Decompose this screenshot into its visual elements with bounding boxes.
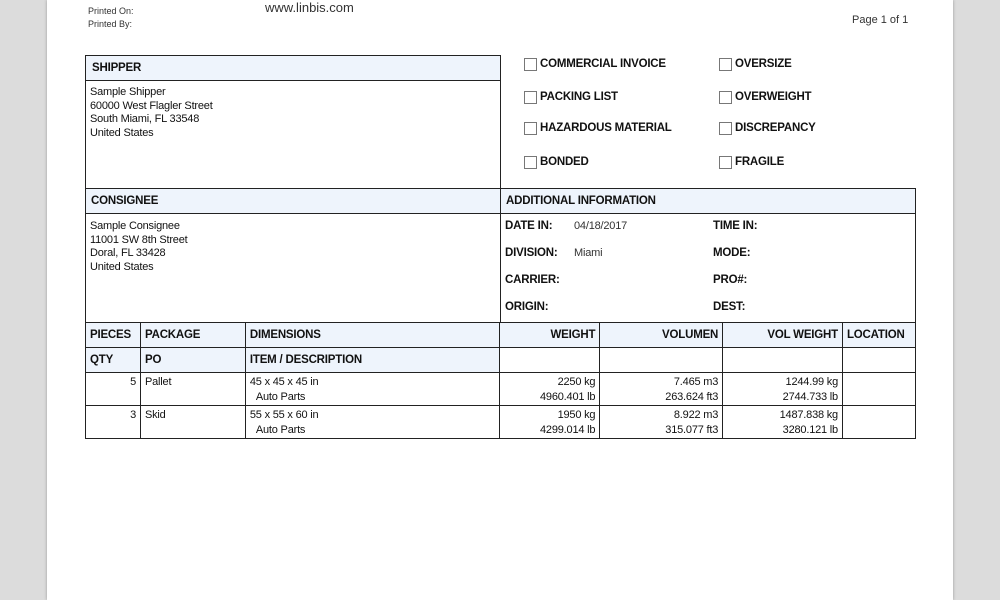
vol-m3: 8.922 m3	[673, 409, 719, 421]
consignee-line: 11001 SW 8th Street	[90, 233, 188, 246]
website: www.linbis.com	[265, 0, 354, 15]
checkbox-hazardous-material[interactable]	[524, 122, 537, 135]
shipper-line: South Miami, FL 33548	[90, 113, 200, 125]
checkbox-bonded[interactable]	[524, 156, 537, 169]
checkbox-label: COMMERCIAL INVOICE	[540, 58, 666, 70]
volw-kg: 1487.838 kg	[779, 409, 838, 421]
weight-cell	[500, 406, 600, 439]
empty-cell	[723, 348, 843, 373]
package-cell: Pallet	[140, 373, 245, 406]
date-in-value: 04/18/2017	[574, 220, 628, 232]
dimensions-cell	[245, 373, 500, 406]
shipper-line: 60000 West Flagler Street	[90, 99, 213, 112]
consignee-line: United States	[90, 260, 154, 273]
checkbox-label: DISCREPANCY	[735, 122, 816, 134]
vol-ft3: 263.624 ft3	[665, 391, 719, 403]
col-vol-weight: VOL WEIGHT	[723, 323, 843, 348]
weight-lb: 4299.014 lb	[540, 424, 596, 436]
weight-cell	[500, 373, 600, 406]
checkbox-label: PACKING LIST	[540, 91, 618, 103]
checkbox-label: OVERSIZE	[735, 58, 792, 70]
consignee-address	[90, 220, 188, 274]
shipper-address	[90, 86, 213, 140]
shipper-line: Sample Shipper	[90, 86, 166, 98]
checkbox-packing-list[interactable]	[524, 91, 537, 104]
volw-lb: 2744.733 lb	[782, 391, 838, 403]
table-row	[86, 406, 916, 439]
col-package: PACKAGE	[140, 323, 245, 348]
pro-label: PRO#:	[713, 274, 748, 286]
checkbox-overweight[interactable]	[719, 91, 732, 104]
volw-lb: 3280.121 lb	[782, 424, 838, 436]
qty-cell: 5	[86, 373, 141, 406]
col-item-description: ITEM / DESCRIPTION	[245, 348, 500, 373]
weight-kg: 1950 kg	[557, 409, 596, 421]
vol-weight-cell	[723, 406, 843, 439]
package-cell: Skid	[140, 406, 245, 439]
shipper-header	[85, 55, 501, 81]
volumen-cell	[600, 406, 723, 439]
consignee-header	[85, 188, 501, 214]
weight-lb: 4960.401 lb	[540, 391, 596, 403]
checkbox-commercial-invoice[interactable]	[524, 58, 537, 71]
volw-kg: 1244.99 kg	[785, 376, 838, 388]
dims: 45 x 45 x 45 in	[249, 376, 319, 388]
volumen-cell	[600, 373, 723, 406]
dimensions-cell	[245, 406, 500, 439]
origin-label: ORIGIN:	[505, 301, 549, 313]
empty-cell	[842, 348, 915, 373]
vol-m3: 7.465 m3	[673, 376, 719, 388]
page-info: Page 1 of 1	[852, 14, 909, 26]
mode-label: MODE:	[713, 247, 751, 259]
weight-kg: 2250 kg	[557, 376, 596, 388]
col-pieces: PIECES	[86, 323, 141, 348]
consignee-line: Sample Consignee	[90, 220, 180, 232]
checkbox-discrepancy[interactable]	[719, 122, 732, 135]
checkbox-label: BONDED	[540, 156, 589, 168]
vol-weight-cell	[723, 373, 843, 406]
col-dimensions: DIMENSIONS	[245, 323, 500, 348]
checkbox-label: HAZARDOUS MATERIAL	[540, 122, 672, 134]
division-label: DIVISION:	[505, 247, 558, 259]
table-subheader-row	[86, 348, 916, 373]
col-location: LOCATION	[842, 323, 915, 348]
description: Auto Parts	[255, 391, 306, 403]
checkbox-label: OVERWEIGHT	[735, 91, 812, 103]
dims: 55 x 55 x 60 in	[249, 409, 319, 421]
consignee-title: CONSIGNEE	[91, 195, 159, 207]
additional-info-title: ADDITIONAL INFORMATION	[506, 195, 656, 207]
division-value: Miami	[574, 247, 603, 259]
time-in-label: TIME IN:	[713, 220, 758, 232]
carrier-label: CARRIER:	[505, 274, 560, 286]
table-row	[86, 373, 916, 406]
consignee-line: Doral, FL 33428	[90, 247, 166, 259]
empty-cell	[600, 348, 723, 373]
date-in-label: DATE IN:	[505, 220, 553, 232]
additional-info-header	[500, 188, 916, 214]
location-cell	[842, 406, 915, 439]
qty-cell: 3	[86, 406, 141, 439]
vol-ft3: 315.077 ft3	[665, 424, 719, 436]
printed-by-label: Printed By:	[88, 19, 133, 29]
checkbox-label: FRAGILE	[735, 156, 785, 168]
empty-cell	[500, 348, 600, 373]
table-header-row	[86, 323, 916, 348]
dest-label: DEST:	[713, 301, 746, 313]
col-qty: QTY	[86, 348, 141, 373]
col-weight: WEIGHT	[500, 323, 600, 348]
location-cell	[842, 373, 915, 406]
col-po: PO	[140, 348, 245, 373]
printed-on-label: Printed On:	[88, 6, 134, 16]
checkbox-oversize[interactable]	[719, 58, 732, 71]
shipper-title: SHIPPER	[92, 62, 142, 74]
shipper-line: United States	[90, 126, 154, 139]
items-table	[85, 322, 916, 439]
checkbox-fragile[interactable]	[719, 156, 732, 169]
col-volumen: VOLUMEN	[600, 323, 723, 348]
description: Auto Parts	[255, 424, 306, 436]
